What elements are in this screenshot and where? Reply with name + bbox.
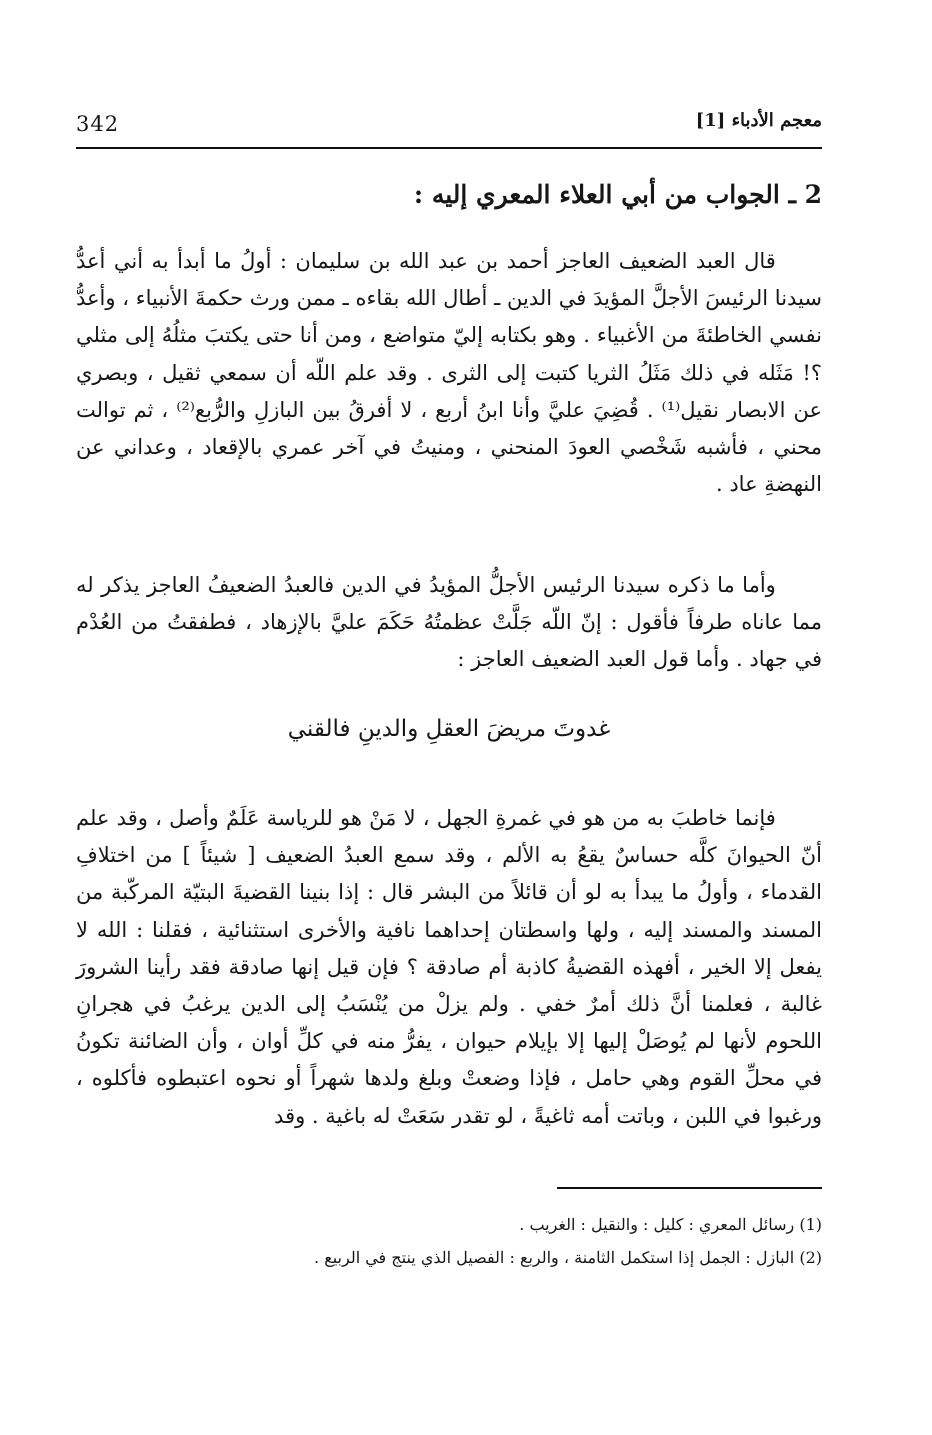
header-divider [76, 147, 822, 149]
paragraph-block-2 [76, 567, 822, 679]
paragraph: فإنما خاطبَ به من هو في غمرةِ الجهل ، لا مَنْ هو للرياسة عَلَمٌ وأصل ، وقد علم أنّ الحيوانَ كلَّه حساسٌ يقعُ به الألم ، وقد سمع العبدُ الضعيف [ شيئاً ] من اختلافِ القدماء ، وأولُ ما يبدأ به لو أن قائلاً من البشر قال : إذا بنينا القضيةَ البتيّة المركّبة من المسند والمسند إليه ، ولها واسطتان إحداهما نافية والأخرى استثنائية ، فقلنا : الله لا يفعل إلا الخير ، أفهذه القضيةُ كاذبة أم صادقة ؟ فإن قيل إنها صادقة فقد رأينا الشرورَ غالبة ، فعلمنا أنَّ ذلك أمرٌ خفي . ولم يزلْ من يُنْسَبُ إلى الدين يرغبُ في هجرانِ اللحوم لأنها لم يُوصَلْ إليها إلا بإيلام حيوان ، يفرُّ منه في كلِّ أوان ، وأن الضائنة تكونُ في محلِّ القوم وهي حامل ، فإذا وضعتْ وبلغ ولدها شهراً أو نحوه اعتبطوه فأكلوه ، ورغبوا في اللبن ، وباتت أمه ثاغيةً ، لو تقدر سَعَتْ له باغية . وقد [76, 806, 822, 1128]
paragraph: وأما ما ذكره سيدنا الرئيس الأجلُّ المؤيدُ في الدين فالعبدُ الضعيفُ العاجز يذكر له مما عاناه طرفاً فأقول : إنّ اللّه جَلَّتْ عظمتُهُ حَكَمَ عليَّ بالإزهاد ، فطفقتُ من العُدْم في جهاد . وأما قول العبد الضعيف العاجز : [76, 573, 822, 672]
page-number: 342 [76, 112, 120, 136]
footnote-divider [557, 1187, 822, 1189]
paragraph-block-3 [76, 800, 822, 1135]
running-header-title: معجم الأدباء [1] [695, 110, 822, 131]
paragraph: قال العبد الضعيف العاجز أحمد بن عبد الله بن سليمان : أولُ ما أبدأ به أني أعدُّ سيدنا الرئيسَ الأجلَّ المؤيدَ في الدين ـ أطال الله بقاءه ـ ممن ورث حكمةَ الأنبياء ، وأعدُّ نفسي الخاطئةَ من الأغبياء . وهو بكتابه إليّ متواضع ، ومن أنا حتى يكتبَ مثلُهُ إلى مثلي ؟! مَثَله في ذلك مَثَلُ الثريا كتبت إلى الثرى . وقد علم اللّه أن سمعي ثقيل ، وبصري عن الابصار نقيل⁽¹⁾ . قُضِيَ عليَّ وأنا ابنُ أربع ، لا أفرقُ بين البازلِ والرُّبع⁽²⁾ ، ثم توالت محني ، فأشبه شَخْصي العودَ المنحني ، ومنيتُ في آخر عمري بالإقعاد ، وعداني عن النهضةِ عاد . [76, 249, 822, 497]
poetry-verse: غدوتَ مريضَ العقلِ والدينِ فالقني [287, 716, 611, 742]
footnote-1: (1) رسائل المعري : كليل : والنقيل : الغريب . [519, 1215, 822, 1234]
paragraph-block-1 [76, 243, 822, 503]
footnotes [76, 1208, 822, 1274]
footnote-2: (2) البازل : الجمل إذا استكمل الثامنة ، والربع : الفصيل الذي ينتج في الربيع . [314, 1248, 822, 1267]
section-heading: 2 ـ الجواب من أبي العلاء المعري إليه : [413, 180, 822, 209]
